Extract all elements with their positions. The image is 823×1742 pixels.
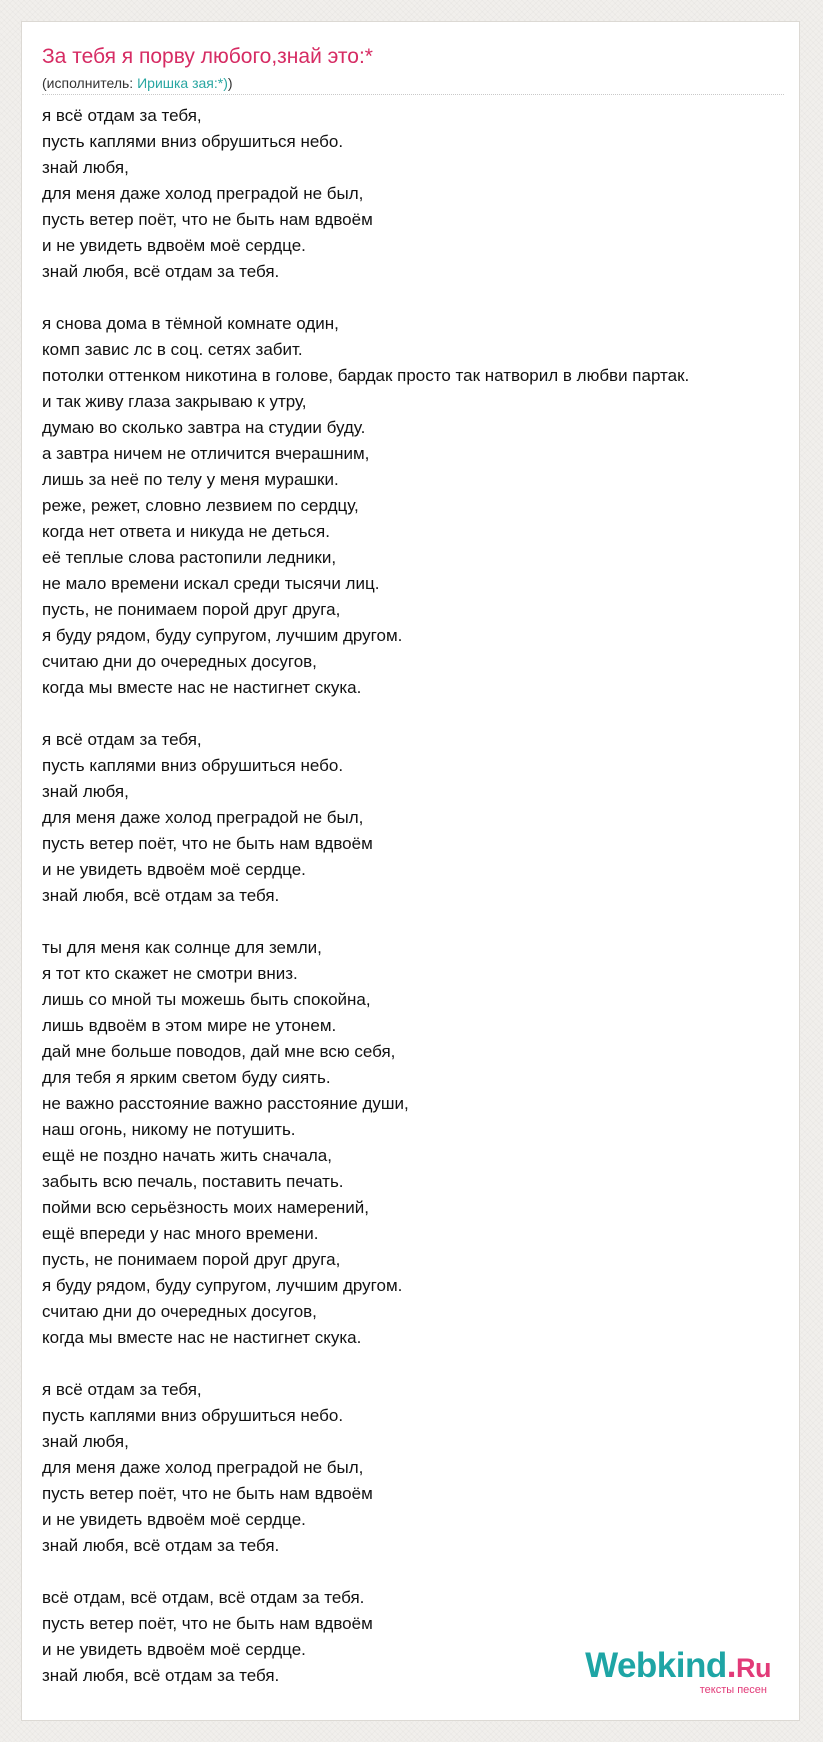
logo-wordmark — [585, 1648, 771, 1686]
lyric-line: для меня даже холод преградой не был, — [42, 1458, 364, 1477]
lyric-line: не мало времени искал среди тысячи лиц. — [42, 574, 380, 593]
lyric-line: пусть ветер поёт, что не быть нам вдвоём — [42, 834, 373, 853]
lyric-line: потолки оттенком никотина в голове, бардак просто так натворил в любви партак. — [42, 366, 690, 385]
lyrics-stanza — [42, 103, 799, 285]
lyric-line: пойми всю серьёзность моих намерений, — [42, 1198, 369, 1217]
logo-tagline: тексты песен — [699, 1684, 767, 1696]
lyric-line: пусть каплями вниз обрушиться небо. — [42, 132, 344, 151]
lyric-line: её теплые слова растопили ледники, — [42, 548, 337, 567]
lyric-line: знай любя, всё отдам за тебя. — [42, 886, 280, 905]
site-logo[interactable] — [585, 1648, 771, 1696]
lyric-line: и не увидеть вдвоём моё сердце. — [42, 236, 306, 255]
lyric-line: ещё не поздно начать жить сначала, — [42, 1146, 332, 1165]
lyric-line: знай любя, всё отдам за тебя. — [42, 1666, 280, 1685]
lyric-line: я всё отдам за тебя, — [42, 1380, 202, 1399]
lyric-line: ещё впереди у нас много времени. — [42, 1224, 319, 1243]
lyric-line: пусть, не понимаем порой друг друга, — [42, 600, 341, 619]
title-divider — [42, 94, 784, 95]
lyrics-stanza — [42, 727, 799, 909]
song-title: За тебя я порву любого,знай это:* — [42, 45, 373, 68]
lyric-line: знай любя, — [42, 782, 129, 801]
lyrics-stanza — [42, 311, 799, 701]
lyric-line: считаю дни до очередных досугов, — [42, 652, 317, 671]
lyrics-card — [21, 21, 800, 1721]
lyric-line: лишь за неё по телу у меня мурашки. — [42, 470, 339, 489]
lyrics-body — [42, 103, 799, 1689]
lyric-line: наш огонь, никому не потушить. — [42, 1120, 296, 1139]
lyric-line: пусть ветер поёт, что не быть нам вдвоём — [42, 1614, 373, 1633]
lyric-line: забыть всю печаль, поставить печать. — [42, 1172, 344, 1191]
lyric-line: и так живу глаза закрываю к утру, — [42, 392, 307, 411]
lyric-line: комп завис лс в соц. сетях забит. — [42, 340, 303, 359]
lyric-line: когда нет ответа и никуда не деться. — [42, 522, 330, 541]
lyric-line: а завтра ничем не отличится вчерашним, — [42, 444, 370, 463]
lyric-line: пусть, не понимаем порой друг друга, — [42, 1250, 341, 1269]
lyric-line: дай мне больше поводов, дай мне всю себя, — [42, 1042, 396, 1061]
lyric-line: знай любя, всё отдам за тебя. — [42, 1536, 280, 1555]
lyric-line: знай любя, всё отдам за тебя. — [42, 262, 280, 281]
logo-word: Webkind — [585, 1646, 727, 1685]
performer-suffix: ) — [227, 75, 233, 91]
lyric-line: когда мы вместе нас не настигнет скука. — [42, 1328, 362, 1347]
lyric-line: пусть ветер поёт, что не быть нам вдвоём — [42, 210, 373, 229]
lyric-line: всё отдам, всё отдам, всё отдам за тебя. — [42, 1588, 365, 1607]
lyric-line: знай любя, — [42, 1432, 129, 1451]
lyric-line: и не увидеть вдвоём моё сердце. — [42, 1640, 306, 1659]
lyric-line: реже, режет, словно лезвием по сердцу, — [42, 496, 359, 515]
logo-dot: . — [726, 1646, 736, 1685]
lyric-line: я буду рядом, буду супругом, лучшим другом. — [42, 1276, 403, 1295]
lyric-line: считаю дни до очередных досугов, — [42, 1302, 317, 1321]
lyric-line: и не увидеть вдвоём моё сердце. — [42, 1510, 306, 1529]
lyric-line: для меня даже холод преградой не был, — [42, 184, 364, 203]
lyric-line: не важно расстояние важно расстояние души, — [42, 1094, 409, 1113]
lyric-line: знай любя, — [42, 158, 129, 177]
lyric-line: я буду рядом, буду супругом, лучшим другом. — [42, 626, 403, 645]
lyric-line: я всё отдам за тебя, — [42, 106, 202, 125]
lyric-line: я тот кто скажет не смотри вниз. — [42, 964, 298, 983]
lyric-line: пусть ветер поёт, что не быть нам вдвоём — [42, 1484, 373, 1503]
lyric-line: лишь со мной ты можешь быть спокойна, — [42, 990, 371, 1009]
lyric-line: я всё отдам за тебя, — [42, 730, 202, 749]
artist-link[interactable]: Иришка зая:*) — [137, 75, 228, 91]
lyric-line: для меня даже холод преградой не был, — [42, 808, 364, 827]
lyric-line: для тебя я ярким светом буду сиять. — [42, 1068, 331, 1087]
lyrics-stanza — [42, 935, 799, 1351]
lyric-line: ты для меня как солнце для земли, — [42, 938, 322, 957]
performer-line — [42, 74, 233, 92]
performer-prefix: (исполнитель: — [42, 75, 138, 91]
lyric-line: пусть каплями вниз обрушиться небо. — [42, 756, 344, 775]
lyrics-stanza — [42, 1377, 799, 1559]
lyric-line: и не увидеть вдвоём моё сердце. — [42, 860, 306, 879]
lyric-line: я снова дома в тёмной комнате один, — [42, 314, 339, 333]
lyric-line: пусть каплями вниз обрушиться небо. — [42, 1406, 344, 1425]
lyric-line: думаю во сколько завтра на студии буду. — [42, 418, 366, 437]
lyric-line: когда мы вместе нас не настигнет скука. — [42, 678, 362, 697]
lyric-line: лишь вдвоём в этом мире не утонем. — [42, 1016, 337, 1035]
logo-tld: Ru — [736, 1653, 771, 1683]
